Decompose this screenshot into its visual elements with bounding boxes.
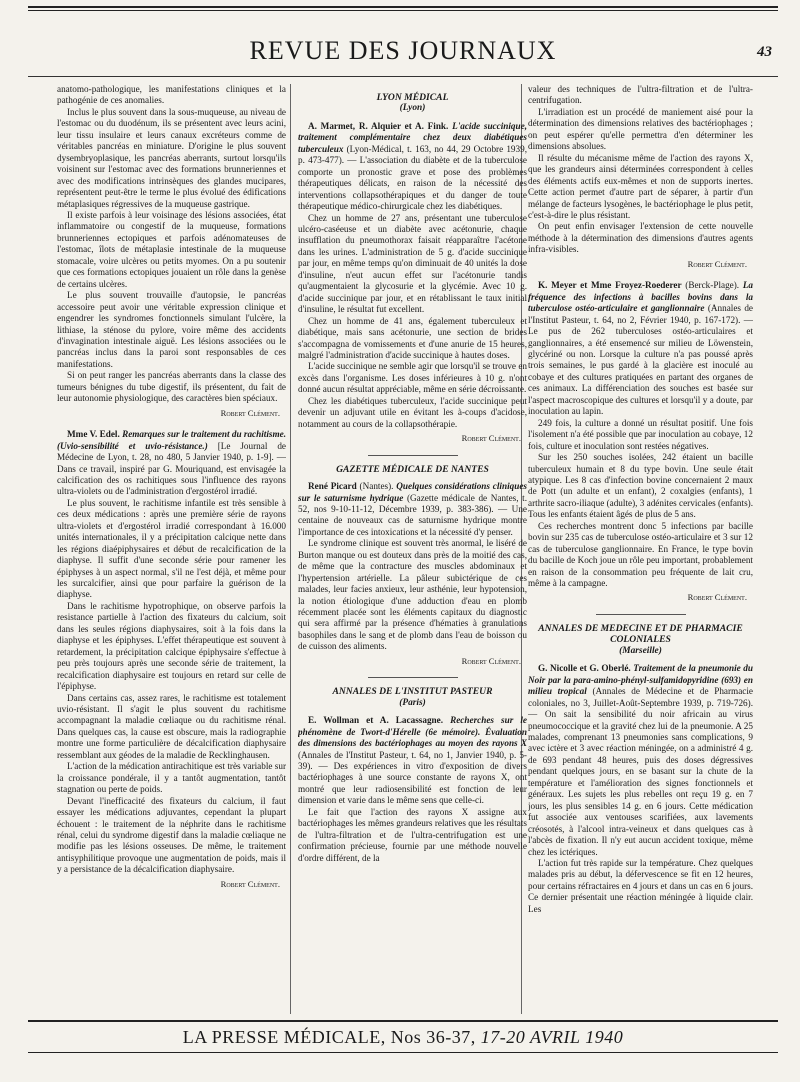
paragraph: Il existe parfois à leur voisinage des lésions associées, état inflammatoire ou congestif de la muqueuse, formations brunneriennes ectopiques et parfois adénomateuses de l'estomac, îlots de métaplasie intestinale de la muqueuse stomacale, voire ulcères ou petits myomes. On a pu soutenir que ces formations ectopiques jouaient un rôle dans la genèse de certains ulcères. bbox=[57, 209, 286, 289]
paragraph: Il résulte du mécanisme même de l'action des rayons X, que les grandeurs ainsi déterminées correspondent à celles des éléments actifs eux-mêmes et non de supports inertes. Cette action permet d'autre part de séparer, à partir d'un mélange de facteurs lysogènes, le bactériophage le plus petit, c'est-à-dire le plus résistant. bbox=[528, 152, 753, 220]
article-reference: (Annales de l'Institut Pasteur, t. 64, no 1, Janvier 1940, p. 5-39). — Des expériences in vitro d'exposition de divers bactériophages à une source constante de rayons X, ont montré que leur radiosensibilité est fonction de leur dimension et varie dans le même sens que celle-ci. bbox=[298, 749, 527, 806]
section-city: (Marseille) bbox=[619, 645, 662, 656]
section-city: (Lyon) bbox=[399, 103, 426, 114]
signature: Robert Clément. bbox=[220, 878, 280, 889]
paragraph: Le fait que l'action des rayons X assigne aux bactériophages les mêmes grandeurs relatives que les résultats de l'ultra-filtration et de l'ultra-centrifugation est une confirmation précieuse, fournie par une méthode nouvelle d'ordre différent, de la bbox=[298, 806, 527, 863]
section-heading: ANNALES DE L'INSTITUT PASTEUR bbox=[332, 686, 493, 698]
signature: Robert Clément. bbox=[220, 407, 280, 418]
footer-rule-bottom bbox=[28, 1052, 778, 1053]
paragraph: Le plus souvent, le rachitisme infantile est très sensible à ces deux médications : après une première série de rayons ultra-violets et d'ergostérol irradié correspondant à 16.000 unités internationales, il y a précipitation calcique nette dans les régions diaépiphysaires et début de recalcification de la diaphyse. Il suffit d'une seconde série pour ramener les épiphyses à un aspect normal, s'il ne l'est déjà, et même pour les surcalcifier, ainsi que pour parfaire la guérison de la diaphyse. bbox=[57, 497, 286, 600]
paragraph: Inclus le plus souvent dans la sous-muqueuse, au niveau de l'estomac ou du duodénum, ils se présentent avec leurs acini, leur tissu insulaire et leurs canaux excréteurs comme de véritables pancréas en miniature. D'origine le plus souvent dysembryoplasique, les pancréas aberrants, surtout lorsqu'ils voisinent sur l'estomac avec des formations brunneriennes et avec des modifications intrinsèques des glandes mucipares, représentent peut-être le terme le plus évolué des édifications métaplasiques régressives de la muqueuse gastrique. bbox=[57, 106, 286, 209]
footer-issue: Nos 36-37, bbox=[390, 1027, 476, 1047]
article-lead bbox=[298, 121, 527, 213]
column-divider bbox=[290, 84, 291, 1014]
paragraph: L'action fut très rapide sur la température. Chez quelques malades pris au début, la défervescence se fit en 12 heures, pour certains réfractaires en 4 jours et dans un cas en 6 jours. Ce dernier présentait une réaction méningée à liquide clair. Les bbox=[528, 858, 753, 914]
paragraph: Si on peut ranger les pancréas aberrants dans la classe des tumeurs bénignes du tube digestif, ils présentent, du fait de leur autonomie physiologique, des caractères bien spéciaux. bbox=[57, 370, 286, 404]
article-reference: (Annales de l'Institut Pasteur, t. 64, no 2, Février 1940, p. 167-172). — Le pus de 262 tuberculoses ostéo-articulaires et ganglionnaires, a été ensemencé sur milieu de Löwenstein, glycériné ou non. Lorsque la culture n'a pas poussé après trois semaines, le pus gardé à la glacière est inoculé au cobaye et des cultures pratiquées en partant des organes de ces animaux. La différenciation des souches est basée sur l'aspect macroscopique des cultures et lorsqu'il y a doute, par inoculation au lapin. bbox=[528, 303, 753, 417]
column-middle bbox=[298, 84, 527, 1014]
footer-date: 17-20 AVRIL 1940 bbox=[480, 1027, 624, 1047]
paragraph: valeur des techniques de l'ultra-filtration et de l'ultra-centrifugation. bbox=[528, 84, 753, 106]
section-heading: LYON MÉDICAL bbox=[376, 92, 449, 103]
article-city: (Berck-Plage). bbox=[685, 280, 740, 291]
paragraph: Dans le rachitisme hypotrophique, on observe parfois la resistance partielle à l'action des fixateurs du calcium, soit dans les seules régions diaphysaires, soit à la fois dans la diaphyse et les épiphyses. L'effet thérapeutique est souvent à retardement, la précipitation calcique épiphysaire s'effectue à peu près toujours après une seconde série de traitement, la recalcification diaphysaire est toujours en retard sur celle de l'épiphyse. bbox=[57, 600, 286, 692]
article-lead bbox=[528, 663, 753, 858]
article-reference: (Annales de Médecine et de Pharmacie coloniales, no 3, Juillet-Août-Septembre 1939, p. 719-726). — On sait la sensibilité du noir africain au virus pneumococcique et la gravité chez lui de la pneumonie. A 25 malades, comprenant 13 pneumonies sans complications, 9 avec ictère et 3 avec réaction méningée, on a administré 4 g. de 693 pendant 48 heures, puis des doses dégressives pendant quelques jours, en se basant sur la chute de la température et l'amélioration des signes fonctionnels et généraux. Les sujets les plus rebelles ont reçu 19 g. en 7 jours, les plus sensibles 14 g. en 6 jours. Cette médication fut associée aux ventouses scarifiées, aux lavements créosotés, à l'alcool intra-veineux et dans quelques cas à l'abcès de fixation. Il n'y eut aucun accident toxique, même chez les ictériques. bbox=[528, 686, 753, 857]
paragraph: Dans certains cas, assez rares, le rachitisme est totalement uvio-résistant. Il s'agit le plus souvent du rachitisme accompagnant la maladie cœliaque ou du rachitisme rénal. Dans quelques cas, la cause est obscure, mais la radiographie montre une forme particulière de décalcification diaphysaire ressemblant aux géodes de la maladie de Recklinghausen. bbox=[57, 692, 286, 760]
running-title: REVUE DES JOURNAUX bbox=[249, 36, 557, 65]
paragraph: L'irradiation est un procédé de maniement aisé pour la détermination des dimensions relatives des bactériophages ; on peut espérer qu'elle permettra d'en déterminer les dimensions absolues. bbox=[528, 106, 753, 152]
paragraph: On peut enfin envisager l'extension de cette nouvelle méthode à la détermination des dimensions d'autres agents infra-visibles. bbox=[528, 221, 753, 255]
article-author: René Picard bbox=[308, 481, 357, 492]
article-reference: [Le Journal de Médecine de Lyon, t. 28, no 480, 5 Janvier 1940, p. 1-9]. — Dans ce travail, inspiré par G. Mouriquand, est envisagée la calcification des os rachitiques sous l'influence des rayons ultra-violets ou de l'administration d'ergostérol irradié. bbox=[57, 440, 286, 497]
column-left bbox=[57, 84, 286, 1014]
paragraph: Chez un homme de 41 ans, également tuberculeux et diabétique, mais sans acétonurie, une section de brides s'accompagna de vomissements et d'une anurie de 15 heures, malgré l'administration d'acide succinique à hautes doses. bbox=[298, 315, 527, 360]
footer-journal: LA PRESSE MÉDICALE, bbox=[182, 1027, 386, 1047]
column-right bbox=[528, 84, 753, 1014]
article-title: Recherches sur le phénomène de Twort-d'Hérelle (6e mémoire). Évaluation des dimensions des bactériophages au moyen des rayons X bbox=[298, 715, 527, 749]
article-author: Mme V. Edel. bbox=[67, 429, 120, 440]
article-city: (Nantes). bbox=[359, 481, 394, 492]
article-author: A. Marmet, R. Alquier et A. Fink. bbox=[308, 120, 449, 131]
paragraph: 249 fois, la culture a donné un résultat positif. Une fois l'isolement n'a été possible que par inoculation au cobaye, 12 fois, culture et inoculation sont restées négatives. bbox=[528, 417, 753, 451]
article-lead bbox=[57, 429, 286, 498]
paragraph: L'acide succinique ne semble agir que lorsqu'il se trouve en excès dans l'organisme. Les doses inférieures à 10 g. n'ont donné aucun résultat appréciable, même en série décroissante. bbox=[298, 361, 527, 395]
section-divider bbox=[368, 455, 458, 456]
paragraph: Le plus souvent trouvaille d'autopsie, le pancréas accessoire peut avoir une véritable expression clinique et engendrer les syndromes fonctionnels simulant l'ulcère, la lithiase, la sténose du pylore, voire même des accidents d'invagination intestinale aiguë. Les lésions associées ou le pancréas inclus dans la paroi sont responsables de ces manifestations. bbox=[57, 290, 286, 369]
footer-rule bbox=[28, 1020, 778, 1022]
article-title: L'acide succinique, traitement complémentaire chez deux diabétiques tuberculeux bbox=[298, 120, 527, 154]
paragraph: L'action de la médication antirachitique est très variable sur la croissance pondérale, il y a tantôt augmentation, tantôt stagnation ou perte de poids. bbox=[57, 761, 286, 795]
header-rule bbox=[28, 76, 778, 77]
article-title: Traitement de la pneumonie du Noir par la para-amino-phényl-sulfamidopyridine (693) en milieu tropical bbox=[528, 663, 753, 697]
article-reference: (Lyon-Médical, t. 163, no 44, 29 Octobre 1939, p. 473-477). — L'association du diabète et de la tuberculose comporte un pronostic grave et pose des problèmes thérapeutiques délicats, en raison de la nécessité des interventions collapsothérapiques et du danger de toute thérapeutique médico-chirurgicale chez les diabétiques. bbox=[298, 143, 527, 212]
top-rule-thin bbox=[28, 10, 778, 11]
article-author: E. Wollman et A. Lacassagne. bbox=[308, 715, 444, 726]
section-divider bbox=[596, 614, 686, 615]
paragraph: Ces recherches montrent donc 5 infections par bacille bovin sur 235 cas de tuberculose ostéo-articulaire et 3 sur 12 cas de tuberculose ganglionnaire. En France, le type bovin du bacille de Koch joue un rôle peu important, probablement en raison de la consommation peu fréquente de lait cru, même à la campagne. bbox=[528, 520, 753, 589]
section-heading: GAZETTE MÉDICALE DE NANTES bbox=[336, 463, 489, 475]
page-number: 43 bbox=[757, 44, 772, 60]
page-footer bbox=[28, 1027, 778, 1051]
article-title: Remarques sur le traitement du rachitisme. (Uvio-sensibilité et uvio-résistance.) bbox=[57, 429, 286, 451]
article-lead bbox=[298, 481, 527, 538]
paragraph: Chez un homme de 27 ans, présentant une tuberculose ulcéro-caséeuse et un diabète avec acétonurie, chaque insufflation du pneumothorax faisait réapparaître l'acétone dans les urines. L'administration de 5 g. d'acide succinique par jour, en même temps qu'on diminuait de 40 unités la dose d'insuline, n'eut aucun effet sur l'acétonurie tandis qu'augmentaient la glycosurie et la glycémie. Avec 10 g. d'acide succinique par jour, et en rétablissant le taux initial d'insuline, le résultat fut excellent. bbox=[298, 212, 527, 315]
article-reference: (Gazette médicale de Nantes, t. 52, nos 9-10-11-12, Décembre 1939, p. 383-386). — Une centaine de nouveaux cas de saturnisme hydrique montre l'importance de ces intoxications et la nécessité d'y penser. bbox=[298, 492, 527, 537]
section-city: (Paris) bbox=[399, 697, 426, 708]
paragraph: Devant l'inefficacité des fixateurs du calcium, il faut essayer les médications adjuvantes, cependant la plupart échouent : le traitement de la néphrite dans le rachitisme rénal, celui du syndrome digestif dans la maladie cœliaque ne modifie pas les lésions osseuses. De même, le traitement antisyphilitique provoque une augmentation de poids, mais il y a persistance de la décalcification diaphysaire. bbox=[57, 795, 286, 875]
signature: Robert Clément. bbox=[461, 433, 521, 444]
paragraph: Sur les 250 souches isolées, 242 étaient un bacille tuberculeux humain et 8 du type bovin. Une seule était atypique. Les 8 cas d'infection bovine concernaient 2 maux de Pott (un adulte et un enfant), 2 coxalgies (enfants), 1 arthrite sacro-iliaque (adulte), 3 adénites cervicales (enfants). Tous les enfants étaient âgés de plus de 5 ans. bbox=[528, 452, 753, 520]
article-title: La fréquence des infections à bacilles bovins dans la tuberculose ostéo-articulaire et ganglionnaire bbox=[528, 280, 753, 314]
top-rule bbox=[28, 6, 778, 8]
section-divider bbox=[368, 677, 458, 678]
article-author: K. Meyer et Mme Froyez-Roederer bbox=[538, 280, 682, 291]
signature: Robert Clément. bbox=[687, 592, 747, 603]
signature: Robert Clément. bbox=[687, 258, 747, 269]
paragraph: anatomo-pathologique, les manifestations cliniques et la pathogénie de ces anomalies. bbox=[57, 84, 286, 106]
article-lead bbox=[298, 715, 527, 807]
article-author: G. Nicolle et G. Oberlé. bbox=[538, 663, 631, 674]
section-heading: ANNALES DE MEDECINE ET DE PHARMACIE COLONIALES bbox=[538, 622, 743, 646]
paragraph: Chez les diabétiques tuberculeux, l'acide succinique peut devenir un adjuvant utile en évitant les à-coups d'acidose, notamment au cours de la collapsothérapie. bbox=[298, 395, 527, 429]
signature: Robert Clément. bbox=[461, 655, 521, 666]
article-lead bbox=[528, 280, 753, 417]
article-title: Quelques considérations cliniques sur le saturnisme hydrique bbox=[298, 481, 527, 503]
paragraph: Le syndrome clinique est souvent très anormal, le liséré de Burton manque ou est douteux dans près de la moitié des cas, de même que la contracture des muscles abdominaux et l'hypertension artérielle. La pâleur subictérique de ces malades, leur facies anxieux, leur asthénie, leur hypotension, la notion étiologique d'une adduction d'eau en plomb récemment placée sont les éléments capitaux du diagnostic qui sera affirmé par la présence d'hématies à granulations basophiles dans le sang et de plomb dans l'eau de boisson ou de cuisson des aliments. bbox=[298, 538, 527, 652]
page-header bbox=[28, 14, 778, 70]
